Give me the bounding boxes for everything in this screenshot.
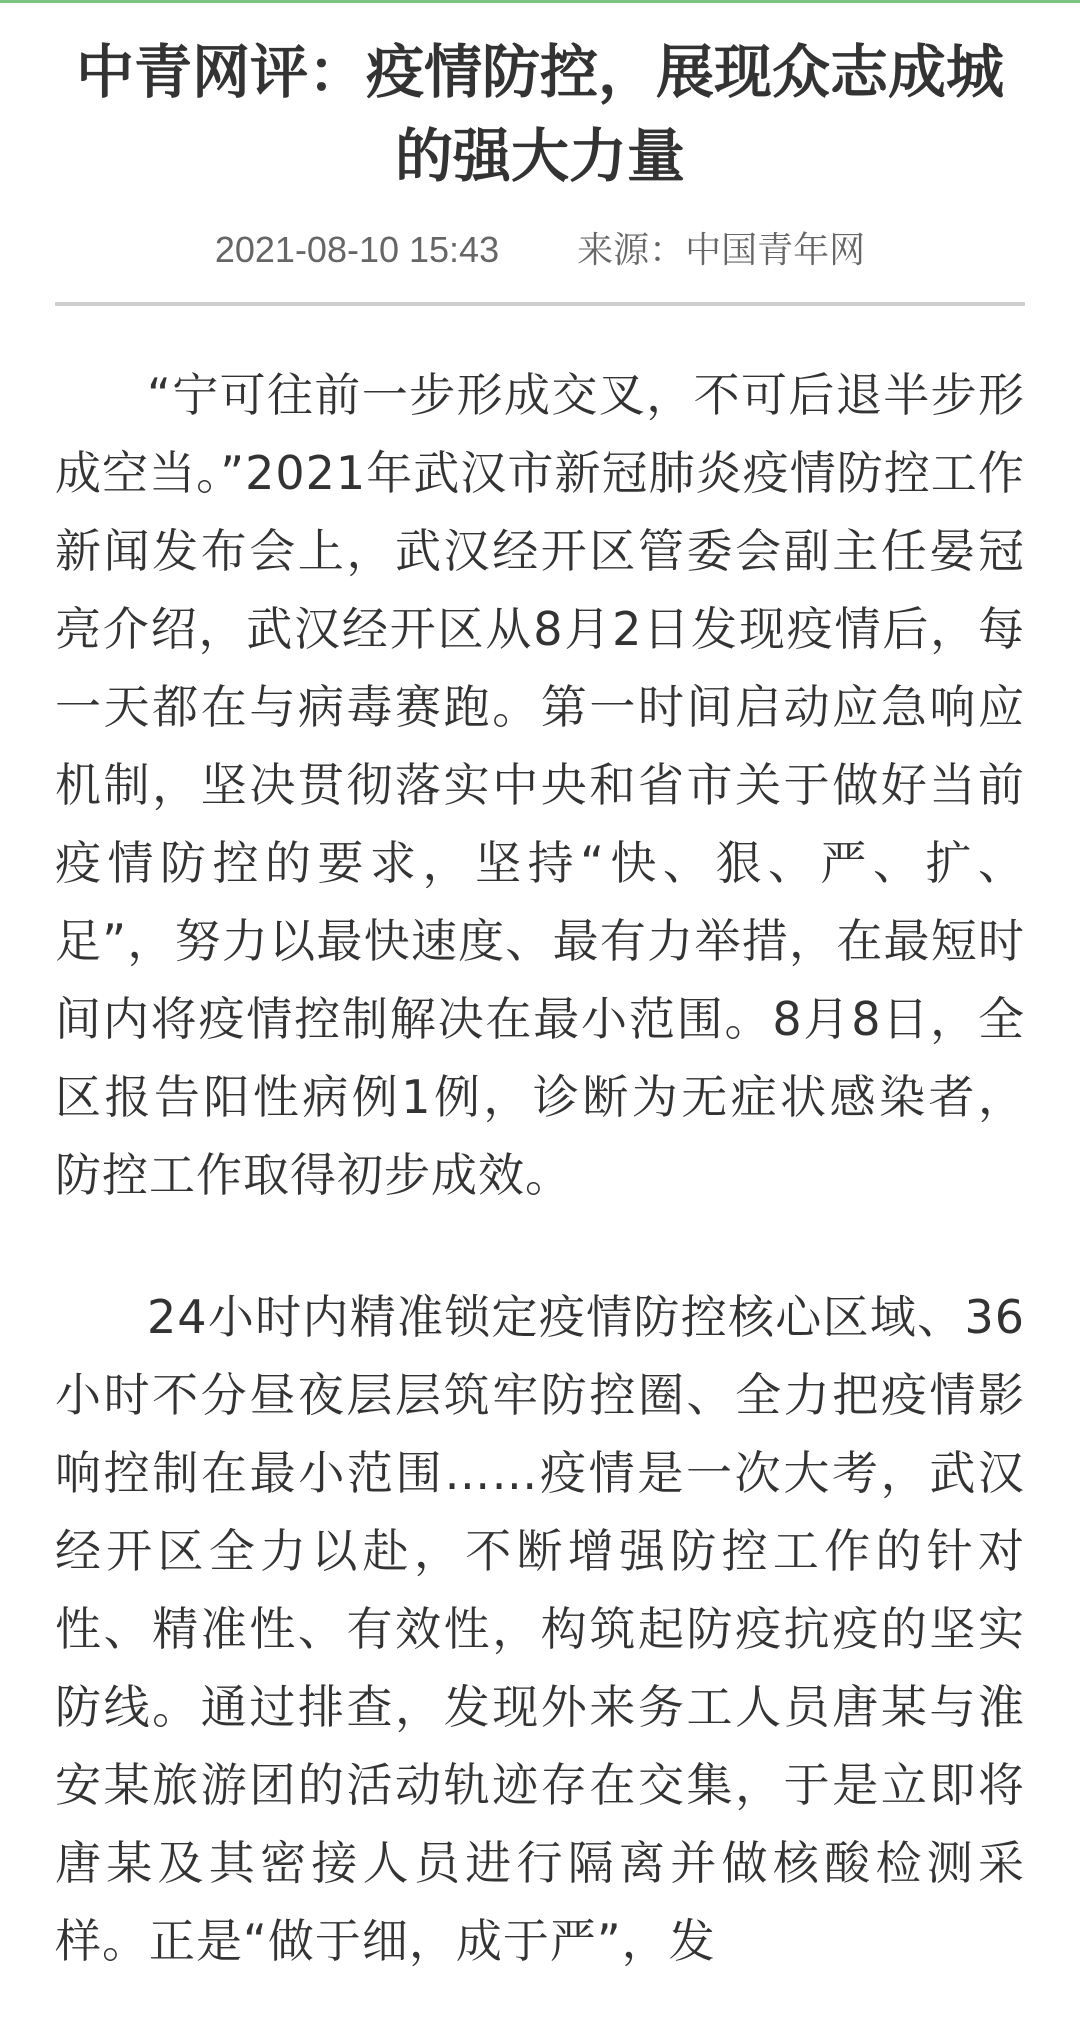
article-body (55, 356, 1025, 1980)
article-meta (55, 220, 1025, 280)
publish-date: 2021-08-10 15:43 (214, 229, 500, 270)
title-divider (55, 302, 1025, 306)
article-source: 来源：中国青年网 (577, 229, 866, 270)
paragraph-2: 24小时内精准锁定疫情防控核心区域、36小时不分昼夜层层筑牢防控圈、全力把疫情影响控制在最小范围……疫情是一次大考，武汉经开区全力以赴，不断增强防控工作的针对性、精准性、有效性，构筑起防疫抗疫的坚实防线。通过排查，发现外来务工人员唐某与淮安某旅游团的活动轨迹存在交集，于是立即将唐某及其密接人员进行隔离并做核酸检测采样。正是“做于细，成于严”，发 (55, 1290, 1025, 1968)
article-title: 中青网评：疫情防控，展现众志成城的强大力量 (75, 38, 1004, 190)
article (55, 0, 1025, 2044)
paragraph-1: “宁可往前一步形成交叉，不可后退半步形成空当。”2021年武汉市新冠肺炎疫情防控工作新闻发布会上，武汉经开区管委会副主任晏冠亮介绍，武汉经开区从8月2日发现疫情后，每一天都在与病毒赛跑。第一时间启动应急响应机制，坚决贯彻落实中央和省市关于做好当前疫情防控的要求，坚持“快、狠、严、扩、足”，努力以最快速度、最有力举措，在最短时间内将疫情控制解决在最小范围。8月8日，全区报告阳性病例1例，诊断为无症状感染者，防控工作取得初步成效。 (55, 368, 1025, 1202)
